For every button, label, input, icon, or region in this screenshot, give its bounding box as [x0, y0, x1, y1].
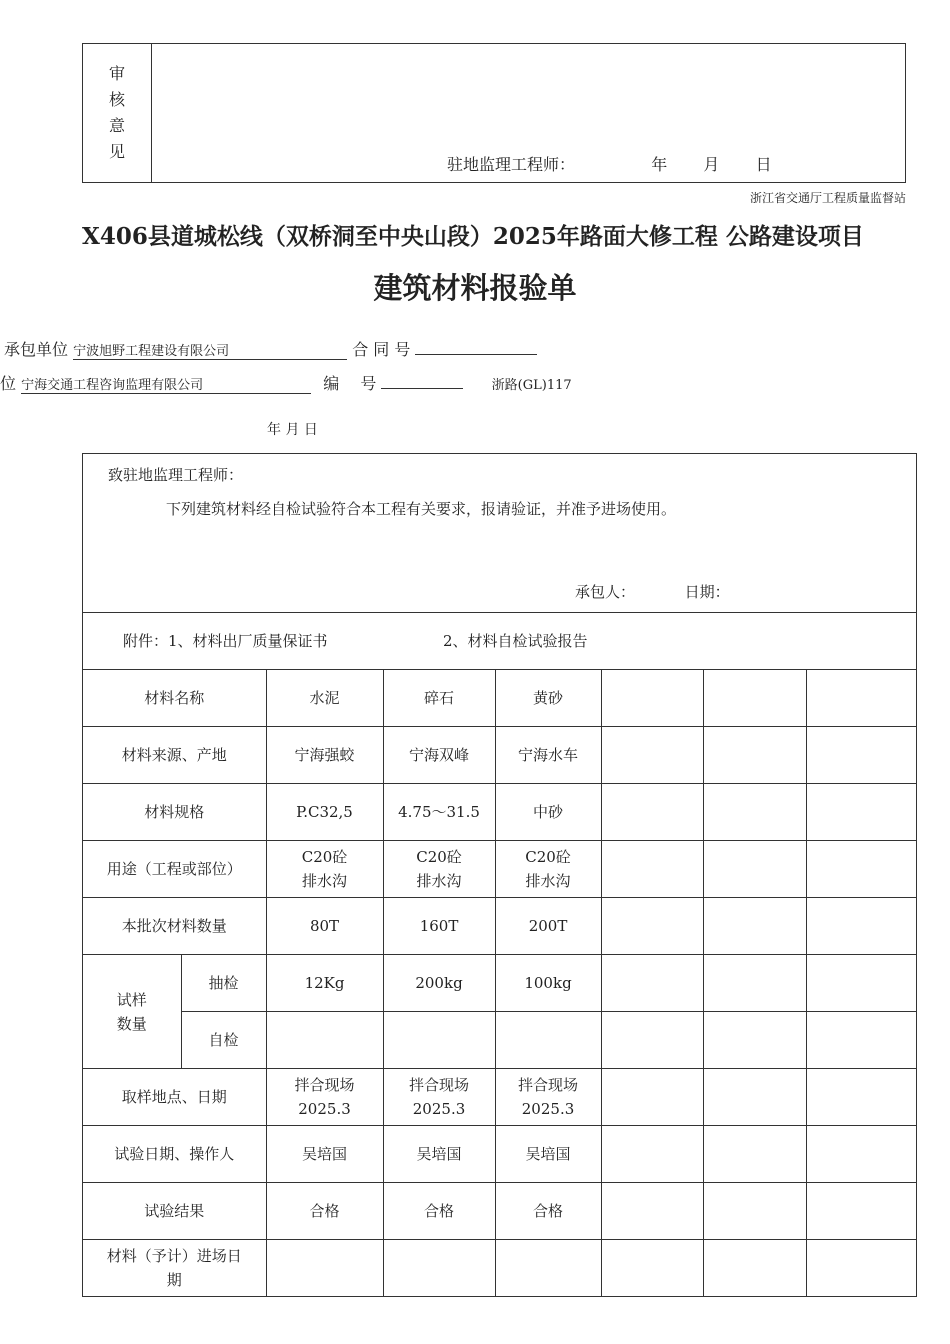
review-label-char: 审: [108, 64, 125, 83]
form-date-line: 年 月 日: [267, 422, 318, 438]
table-cell-empty: [703, 784, 806, 841]
table-cell-empty: [601, 1012, 703, 1069]
table-row: [83, 1183, 917, 1240]
table-cell-empty: [495, 1012, 601, 1069]
supervisor-line: [0, 371, 572, 394]
review-date-year: 年: [651, 155, 668, 174]
table-cell: P.C32,5: [266, 784, 383, 841]
cell-line: C20砼: [525, 848, 571, 866]
supervisor-label: 位: [0, 374, 17, 393]
row-label-test-date: 试验日期、操作人: [83, 1126, 266, 1183]
cell-line: C20砼: [416, 848, 462, 866]
cell-line: 排水沟: [416, 872, 462, 890]
table-cell-empty: [601, 841, 703, 898]
row-label-material-name: 材料名称: [83, 670, 266, 727]
row-label-spot-check: 抽检: [181, 955, 266, 1012]
cell-line: 排水沟: [302, 872, 348, 890]
table-row: [83, 727, 917, 784]
table-cell-empty: [806, 841, 917, 898]
table-cell-empty: [703, 955, 806, 1012]
cell-line: 材料（予计）进场日: [106, 1247, 242, 1265]
table-cell: 4.75～31.5: [383, 784, 495, 841]
table-cell-empty: [703, 1240, 806, 1297]
row-label-usage: 用途（工程或部位）: [83, 841, 266, 898]
table-cell: 80T: [266, 898, 383, 955]
review-label-char: 核: [108, 90, 125, 109]
table-cell: [383, 841, 495, 898]
table-cell-empty: [383, 1012, 495, 1069]
cell-line: 2025.3: [298, 1100, 351, 1118]
letter-body: 下列建筑材料经自检试验符合本工程有关要求，报请验证，并准予进场使用。: [166, 500, 677, 518]
table-cell-empty: [806, 1012, 917, 1069]
table-cell-empty: [806, 955, 917, 1012]
cell-line: 期: [166, 1271, 182, 1289]
engineer-signature-label: 驻地监理工程师：: [447, 155, 576, 174]
table-cell-empty: [806, 1126, 917, 1183]
row-label-spec: 材料规格: [83, 784, 266, 841]
table-cell: 12Kg: [266, 955, 383, 1012]
project-title: X406县道城松线（双桥洞至中央山段）2025年路面大修工程 公路建设项目: [82, 223, 864, 250]
table-cell-empty: [266, 1012, 383, 1069]
table-cell: [495, 841, 601, 898]
cell-line: 拌合现场: [518, 1076, 579, 1094]
table-cell: 碎石: [383, 670, 495, 727]
serial-blank: [381, 372, 463, 389]
table-cell-empty: [703, 1069, 806, 1126]
table-cell-empty: [601, 898, 703, 955]
table-cell: 黄砂: [495, 670, 601, 727]
table-cell-empty: [806, 784, 917, 841]
table-cell-empty: [703, 670, 806, 727]
table-cell-empty: [601, 1240, 703, 1297]
letter-date-label: 日期：: [684, 583, 730, 601]
table-cell-empty: [266, 1240, 383, 1297]
report-form: [82, 453, 917, 1297]
table-row: [83, 784, 917, 841]
table-cell-empty: [806, 1240, 917, 1297]
contract-no-blank: [415, 338, 537, 355]
table-row: [83, 670, 917, 727]
table-row: [83, 1012, 917, 1069]
table-cell-empty: [806, 670, 917, 727]
table-cell: [495, 1069, 601, 1126]
cell-line: 数量: [116, 1014, 147, 1033]
review-date-month: 月: [703, 155, 720, 174]
table-row: [83, 898, 917, 955]
table-cell: 宁海双峰: [383, 727, 495, 784]
table-cell: [383, 1069, 495, 1126]
serial-label: 编 号: [323, 374, 377, 393]
table-cell: 100kg: [495, 955, 601, 1012]
contractor-value: 宁波旭野工程建设有限公司: [73, 340, 347, 360]
table-cell-empty: [703, 898, 806, 955]
table-row: [83, 1126, 917, 1183]
table-cell: 宁海水车: [495, 727, 601, 784]
table-cell: 200T: [495, 898, 601, 955]
form-code: 浙路(GL)117: [491, 378, 572, 393]
review-opinion-box: [82, 43, 906, 183]
contractor-line: [4, 337, 537, 360]
table-row: [83, 841, 917, 898]
cell-line: 拌合现场: [294, 1076, 355, 1094]
attachments-row: [83, 613, 916, 670]
review-date-day: 日: [755, 155, 772, 174]
review-opinion-label: [83, 44, 152, 182]
table-cell-empty: [601, 1126, 703, 1183]
table-row: [83, 1069, 917, 1126]
table-cell-empty: [495, 1240, 601, 1297]
table-cell: 吴培国: [383, 1126, 495, 1183]
table-cell-empty: [703, 727, 806, 784]
review-label-char: 见: [108, 142, 125, 161]
cell-line: 2025.3: [412, 1100, 466, 1118]
attachment-1: 附件：1、材料出厂质量保证书: [123, 632, 328, 650]
row-label-source: 材料来源、产地: [83, 727, 266, 784]
table-cell: 合格: [383, 1183, 495, 1240]
table-cell-empty: [806, 727, 917, 784]
letter-salutation: 致驻地监理工程师：: [108, 466, 244, 484]
table-cell-empty: [703, 1183, 806, 1240]
cell-line: 拌合现场: [409, 1076, 470, 1094]
table-cell-empty: [601, 1183, 703, 1240]
table-cell-empty: [806, 1069, 917, 1126]
row-label-sample-quantity: [83, 955, 181, 1069]
review-label-char: 意: [108, 116, 125, 135]
table-cell-empty: [601, 955, 703, 1012]
table-cell-empty: [601, 670, 703, 727]
supervisor-value: 宁海交通工程咨询监理有限公司: [21, 374, 311, 394]
request-letter: [83, 454, 916, 613]
table-cell-empty: [806, 898, 917, 955]
review-signature-line: [447, 152, 772, 175]
row-label-self-check: 自检: [181, 1012, 266, 1069]
table-cell: 合格: [266, 1183, 383, 1240]
cell-line: 排水沟: [525, 872, 571, 890]
table-row: [83, 955, 917, 1012]
table-cell: 宁海强蛟: [266, 727, 383, 784]
row-label-entry-date: [83, 1240, 266, 1297]
cell-line: 试样: [116, 990, 147, 1009]
letter-sign-line: [575, 581, 730, 602]
contract-no-label: 合 同 号: [352, 340, 411, 359]
table-cell: 160T: [383, 898, 495, 955]
table-cell: 200kg: [383, 955, 495, 1012]
table-cell: [266, 841, 383, 898]
table-cell-empty: [601, 1069, 703, 1126]
table-cell: [266, 1069, 383, 1126]
table-cell: 水泥: [266, 670, 383, 727]
table-cell: 吴培国: [495, 1126, 601, 1183]
table-cell-empty: [806, 1183, 917, 1240]
table-row: [83, 1240, 917, 1297]
cell-line: 2025.3: [521, 1100, 575, 1118]
table-cell-empty: [703, 841, 806, 898]
contractor-sign-label: 承包人：: [575, 583, 636, 601]
row-label-sample-location: 取样地点、日期: [83, 1069, 266, 1126]
table-cell-empty: [703, 1012, 806, 1069]
table-cell: 中砂: [495, 784, 601, 841]
table-cell-empty: [383, 1240, 495, 1297]
form-title: 建筑材料报验单: [373, 271, 577, 305]
row-label-test-result: 试验结果: [83, 1183, 266, 1240]
cell-line: C20砼: [301, 848, 348, 866]
table-cell-empty: [601, 784, 703, 841]
contractor-label: 承包单位: [4, 340, 69, 359]
attachment-2: 2、材料自检试验报告: [443, 632, 588, 650]
agency-name: 浙江省交通厅工程质量监督站: [749, 191, 906, 205]
table-cell: 吴培国: [266, 1126, 383, 1183]
table-cell-empty: [601, 727, 703, 784]
table-cell: 合格: [495, 1183, 601, 1240]
table-cell-empty: [703, 1126, 806, 1183]
row-label-quantity: 本批次材料数量: [83, 898, 266, 955]
materials-table: [83, 670, 917, 1296]
